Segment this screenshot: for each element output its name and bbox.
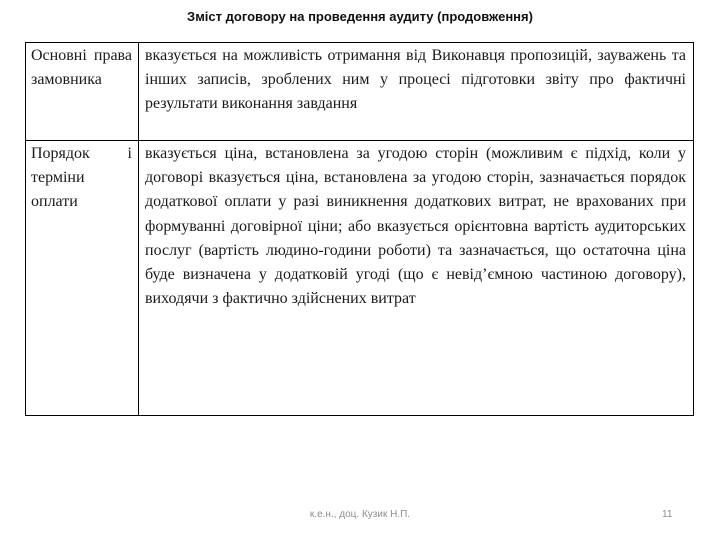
row-label-customer-rights: Основні права замовника — [26, 43, 139, 141]
table-row — [26, 43, 694, 141]
row-content-payment-terms: вказується ціна, встановлена за угодою сторін (можливим є підхід, коли у договорі вказується ціна, встановлена за угодою сторін, зазначається порядок додаткової оплати у разі виникнення додаткових витрат, не врахованих при формуванні договірної ціни; або вказується орієнтовна вартість аудиторських послуг (вартість людино-години роботи) та зазначається, що остаточна ціна буде визначена у додатковій угоді (що є невід’ємною частиною договору), виходячи з фактично здійснених витрат — [139, 141, 694, 416]
table-row — [26, 141, 694, 416]
footer-author: к.е.н., доц. Кузик Н.П. — [309, 509, 411, 520]
page-number: 11 — [662, 509, 673, 520]
contract-content-table — [25, 42, 694, 416]
row-content-customer-rights: вказується на можливість отримання від Виконавця пропозицій, зауважень та інших записів, зроблених ним у процесі підготовки звіту про фактичні результати виконання завдання — [139, 43, 694, 141]
slide-title: Зміст договору на проведення аудиту (продовження) — [187, 9, 533, 24]
row-label-payment-terms: Порядок і терміни оплати — [26, 141, 139, 416]
